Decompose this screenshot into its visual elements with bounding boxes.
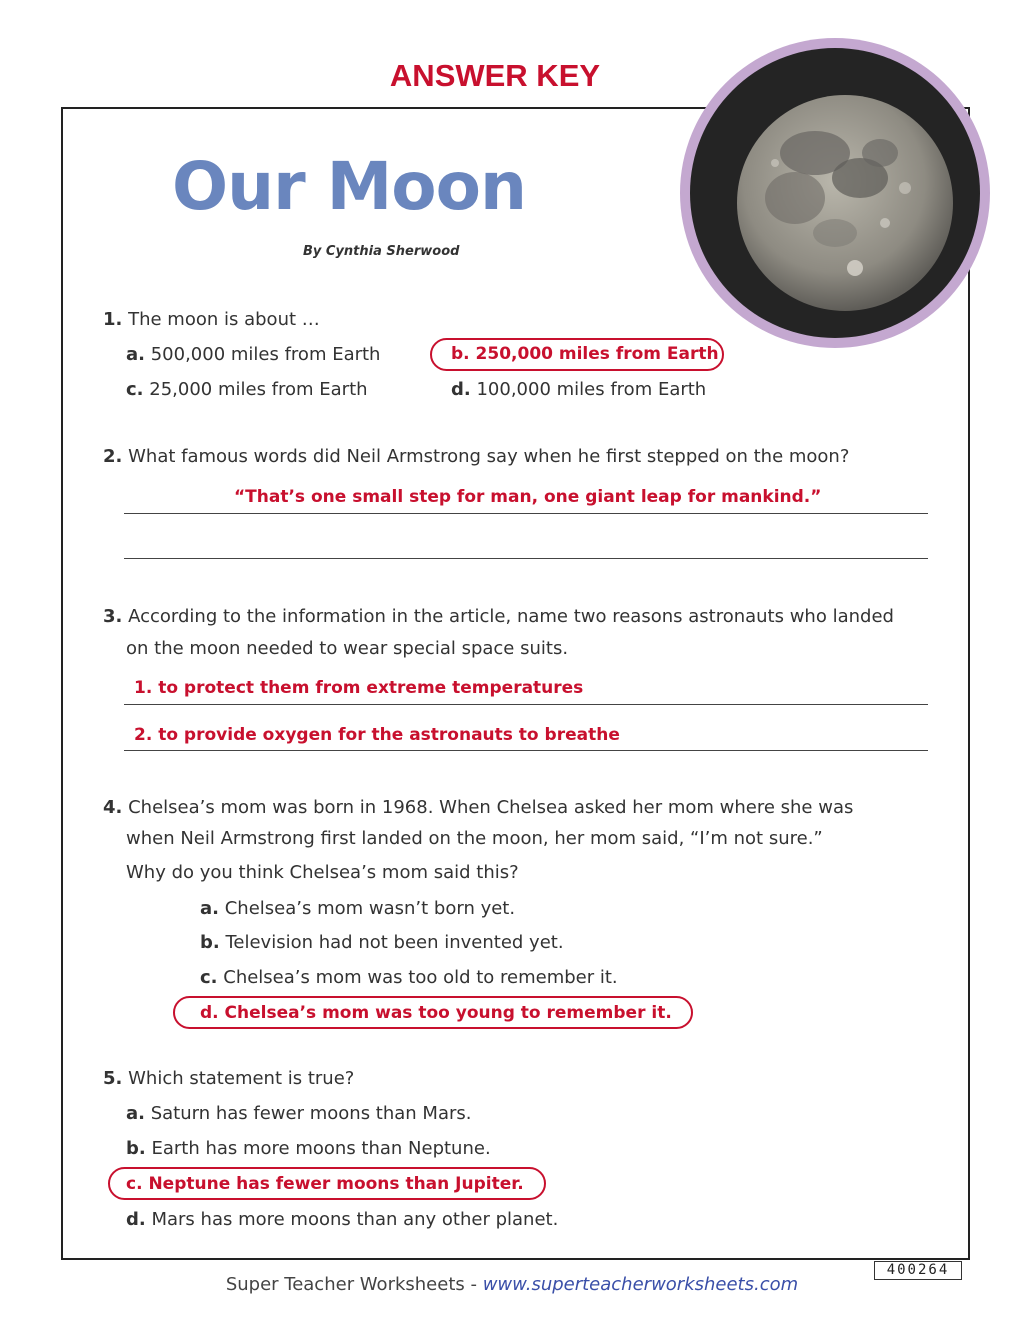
q4-option-d-answer: d. Chelsea’s mom was too young to remember it. [200, 1003, 672, 1023]
worksheet-code: 400264 [874, 1261, 962, 1280]
option-letter: b. [126, 1138, 146, 1159]
question-number: 4. [103, 797, 123, 818]
option-text: Earth has more moons than Neptune. [151, 1138, 491, 1159]
q1-option-a [126, 344, 380, 365]
question-1 [103, 309, 320, 330]
question-2 [103, 446, 849, 467]
option-text: Chelsea’s mom was too old to remember it. [223, 967, 618, 988]
question-4 [103, 797, 853, 818]
option-letter: a. [126, 344, 145, 365]
question-5 [103, 1068, 354, 1089]
answer-line [124, 750, 928, 751]
q1-option-d [451, 379, 706, 400]
footer [0, 1274, 1024, 1295]
option-text: 500,000 miles from Earth [150, 344, 381, 365]
q1-option-b-answer: b. 250,000 miles from Earth [451, 344, 719, 364]
q4-option-a [200, 898, 515, 919]
option-text: Television had not been invented yet. [225, 932, 564, 953]
question-text: Which statement is true? [128, 1068, 355, 1089]
option-letter: a. [126, 1103, 145, 1124]
question-number: 3. [103, 606, 123, 627]
article-title: Our Moon [172, 148, 526, 225]
q4-option-b [200, 932, 564, 953]
answer-line [124, 558, 928, 559]
question-4-line3: Why do you think Chelsea’s mom said this? [126, 862, 519, 883]
question-3-line2: on the moon needed to wear special space suits. [126, 638, 569, 659]
q5-option-c-answer: c. Neptune has fewer moons than Jupiter. [126, 1174, 524, 1194]
option-letter: b. [200, 932, 220, 953]
answer-line [124, 513, 928, 514]
question-text: Chelsea’s mom was born in 1968. When Chelsea asked her mom where she was [128, 797, 854, 818]
option-text: 25,000 miles from Earth [149, 379, 368, 400]
q5-option-d [126, 1209, 558, 1230]
q3-answer-2: 2. to provide oxygen for the astronauts to breathe [134, 725, 620, 745]
option-letter: a. [200, 898, 219, 919]
option-text: Saturn has fewer moons than Mars. [150, 1103, 472, 1124]
question-4-line2: when Neil Armstrong first landed on the moon, her mom said, “I’m not sure.” [126, 828, 823, 849]
q5-option-b [126, 1138, 491, 1159]
option-letter: d. [451, 379, 471, 400]
q1-option-c [126, 379, 368, 400]
question-text: The moon is about … [128, 309, 320, 330]
question-text: What famous words did Neil Armstrong say when he first stepped on the moon? [128, 446, 850, 467]
answer-line [124, 704, 928, 705]
moon-icon [735, 93, 955, 313]
footer-link[interactable]: www.superteacherworksheets.com [482, 1274, 799, 1295]
question-number: 5. [103, 1068, 123, 1089]
option-letter: d. [126, 1209, 146, 1230]
question-number: 1. [103, 309, 123, 330]
q4-option-c [200, 967, 618, 988]
q5-option-a [126, 1103, 471, 1124]
question-text: According to the information in the article, name two reasons astronauts who landed [128, 606, 894, 627]
option-text: Chelsea’s mom wasn’t born yet. [224, 898, 516, 919]
option-letter: c. [200, 967, 218, 988]
answer-key-heading: ANSWER KEY [389, 58, 601, 93]
option-text: 100,000 miles from Earth [476, 379, 707, 400]
q2-answer: “That’s one small step for man, one giant leap for mankind.” [234, 487, 822, 507]
footer-site: Super Teacher Worksheets - [225, 1274, 483, 1295]
question-number: 2. [103, 446, 123, 467]
moon-image [680, 38, 990, 348]
question-3 [103, 606, 894, 627]
option-letter: c. [126, 379, 144, 400]
q3-answer-1: 1. to protect them from extreme temperatures [134, 678, 584, 698]
article-byline: By Cynthia Sherwood [303, 244, 460, 259]
option-text: Mars has more moons than any other planet. [151, 1209, 559, 1230]
